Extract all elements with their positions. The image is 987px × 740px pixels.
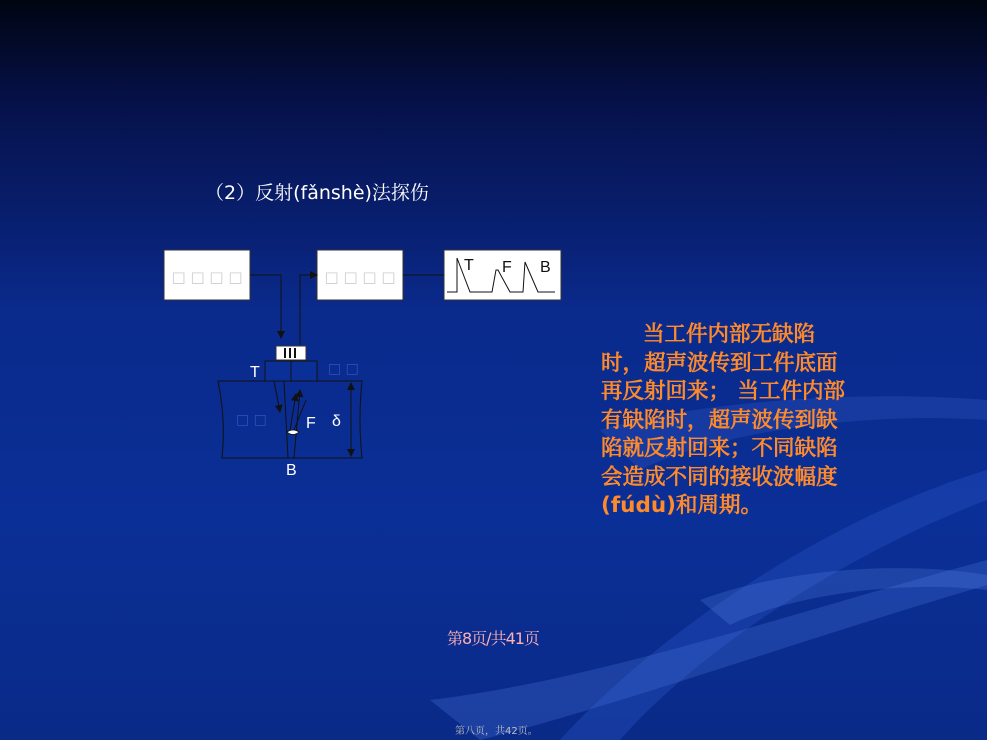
connector-probe-box2 [300, 275, 317, 345]
generator-box-label: □ □ □ □ [171, 268, 243, 286]
signal-b-label: B [540, 259, 551, 276]
footer-note: 第八页，共42页。 [455, 726, 538, 737]
bottom-b-label: B [286, 462, 297, 479]
signal-f-label: F [502, 259, 512, 276]
thickness-label: δ [332, 413, 341, 430]
signal-t-label: T [464, 257, 474, 274]
probe-t-label: T [250, 364, 260, 381]
workpiece-label: □ □ [236, 412, 267, 428]
slide-heading: （2）反射(fǎnshè)法探伤 [205, 182, 429, 204]
probe-side-label: □ □ [328, 361, 359, 377]
receiver-box-label: □ □ □ □ [324, 268, 396, 286]
flaw-label: F [306, 415, 316, 432]
flaw-mark [287, 430, 299, 435]
connector-box1-probe [250, 275, 281, 338]
page-counter: 第8页/共41页 [447, 629, 539, 648]
explanation-text: 当工件内部无缺陷时，超声波传到工件底面再反射回来； 当工件内部有缺陷时，超声波传到缺陷就反射回来；不同缺陷会造成不同的接收波幅度(fúdù)和周期。 [601, 322, 845, 518]
reflection-method-diagram [150, 240, 580, 490]
